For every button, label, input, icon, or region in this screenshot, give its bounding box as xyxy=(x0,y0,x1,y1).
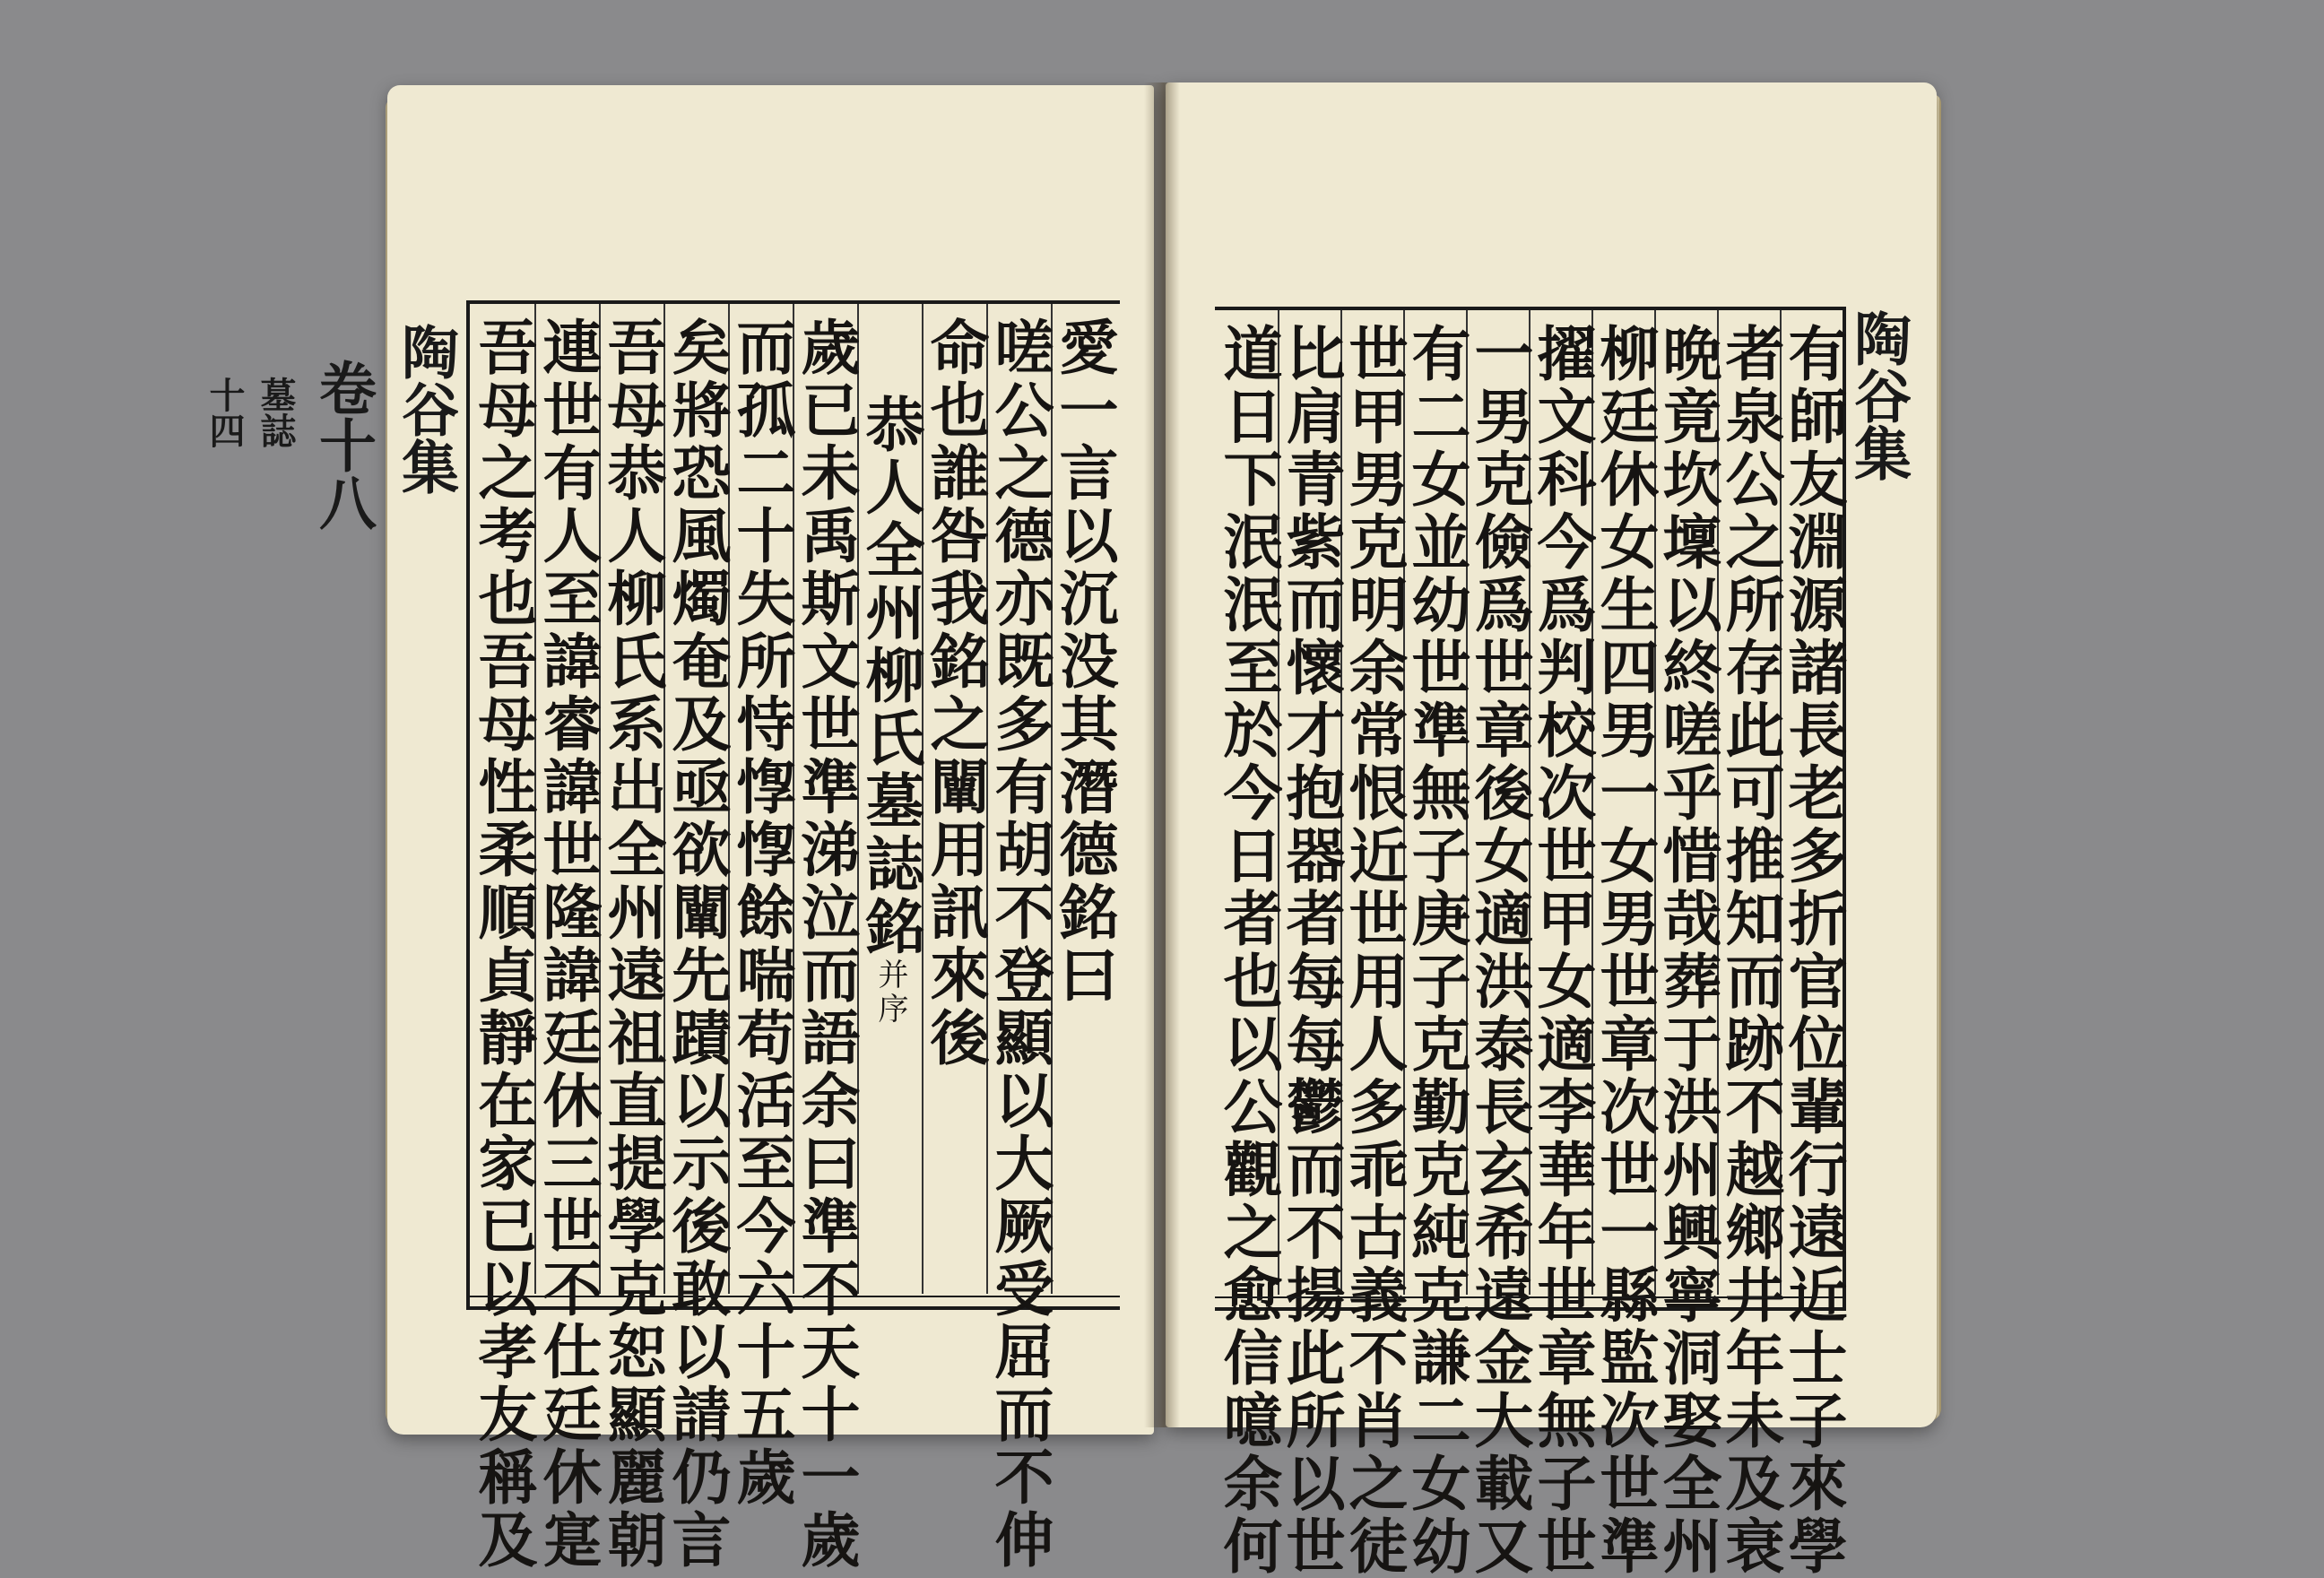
right-text-frame xyxy=(1213,307,1848,1578)
left-book-title: 陶谷集 xyxy=(392,323,459,495)
left-column-5: 歲已未禹斯文世準涕泣而語余曰準不天十一歲 xyxy=(791,316,861,1572)
epitaph-title: 恭人全州柳氏墓誌銘 xyxy=(855,394,925,958)
book-gutter xyxy=(1144,82,1180,1427)
left-column-9: 連世有人至諱睿諱世隆諱廷休三世不仕廷休寔 xyxy=(533,316,603,1572)
left-column-4-heading xyxy=(855,394,925,1285)
left-volume-label: 卷十八 xyxy=(309,359,377,531)
left-margin-heading xyxy=(204,323,466,1291)
right-column-3: 晩竟坎壈以終嗟乎惜哉葬于洪州興寧洞娶全州 xyxy=(1652,323,1722,1578)
right-column-4: 柳廷休女生四男一女男世章次世一縣監次世準 xyxy=(1590,323,1660,1578)
right-column-7: 有二女並幼世準無子庚子克勤克純克謙二女幼 xyxy=(1401,323,1471,1578)
right-column-2: 者泉公之所存此可推知而跡不越鄉井年未及衰 xyxy=(1715,323,1785,1578)
left-column-3: 命也誰咎我銘之闡用訊來後 xyxy=(920,316,990,1070)
left-section-label: 墓誌 xyxy=(255,377,297,448)
left-column-6: 而孤二十失所恃惸惸餘喘苟活至今六十五歲 xyxy=(726,316,796,1509)
right-column-9: 比肩青紫而懷才抱器者每每鬱而不揚此所以世 xyxy=(1276,323,1346,1578)
right-column-1: 有師友淵源諸長老多折官位輩行遠近士子來學 xyxy=(1778,323,1848,1578)
left-column-10: 吾母之考也吾母性柔順貞靜在家已以孝友稱及 xyxy=(468,316,538,1572)
right-margin-heading xyxy=(1844,309,1919,1278)
right-book-title: 陶谷集 xyxy=(1844,309,1912,481)
epitaph-annotation: 并序 xyxy=(872,958,908,1027)
left-column-2: 嗟公之德亦既多有胡不登顯以大厥受屈而不伸 xyxy=(984,316,1054,1572)
right-column-6: 一男克儉爲世章後女適洪泰長玄希遠金大載又 xyxy=(1464,323,1534,1578)
left-column-7: 矣將恐風燭奄及亟欲闡先蹟以示後敢以請仍言 xyxy=(662,316,732,1572)
left-page-number: 十四 xyxy=(204,377,246,448)
left-column-1: 愛一言以沉没其潛德銘曰 xyxy=(1049,316,1119,1007)
right-column-5: 擢文科今爲判校次世甲女適李華年世章無子世 xyxy=(1527,323,1597,1578)
left-text-frame xyxy=(466,300,1120,1572)
left-column-8: 吾母恭人柳氏系出全州遠祖直提學克恕顯麗朝 xyxy=(597,316,667,1572)
right-column-10: 道日下泯泯至於今日者也以公觀之愈信噫余何 xyxy=(1213,323,1283,1578)
right-column-8: 世甲男克明余常恨近世用人多乖古義不肖之徒 xyxy=(1339,323,1409,1578)
